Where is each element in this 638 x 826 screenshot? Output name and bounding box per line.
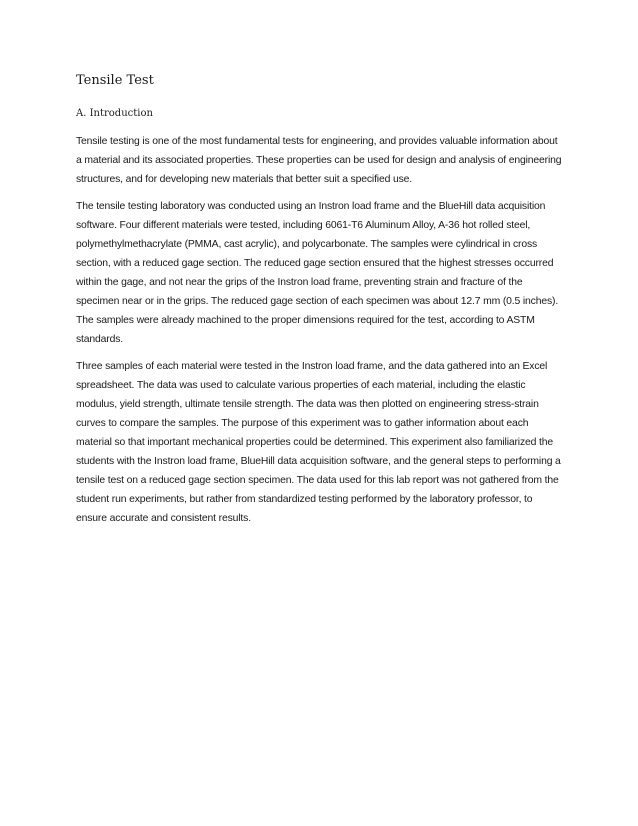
paragraph-2: The tensile testing laboratory was conducted using an Instron load frame and the BlueHill data acquisition software. Four different materials were tested, including 6061-T6 Aluminum Alloy, A-36 hot rolled steel, polymethylmethacrylate (PMMA, cast acrylic), and polycarbonate. The samples were cylindrical in cross section, with a reduced gage section. The reduced gage section ensured that the highest stresses occurred within the gage, and not near the grips of the Instron load frame, preventing strain and fracture of the specimen near or in the grips. The reduced gage section of each specimen was about 12.7 mm (0.5 inches). The samples were already machined to the proper dimensions required for the test, according to ASTM standards. bbox=[76, 201, 559, 345]
section-heading-introduction: A. Introduction bbox=[76, 108, 153, 119]
paragraph-1: Tensile testing is one of the most fundamental tests for engineering, and provides valuable information about a material and its associated properties. These properties can be used for design and analysis of engineering structures, and for developing new materials that better suit a specified use. bbox=[76, 136, 562, 185]
paragraph-3: Three samples of each material were tested in the Instron load frame, and the data gathered into an Excel spreadsheet. The data was used to calculate various properties of each material, including the elastic modulus, yield strength, ultimate tensile strength. The data was then plotted on engineering stress-strain curves to compare the samples. The purpose of this experiment was to gather information about each material so that important mechanical properties could be determined. This experiment also familiarized the students with the Instron load frame, BlueHill data acquisition software, and the general steps to performing a tensile test on a reduced gage section specimen. The data used for this lab report was not gathered from the student run experiments, but rather from standardized testing performed by the laboratory professor, to ensure accurate and consistent results. bbox=[76, 361, 561, 524]
document-body bbox=[76, 72, 562, 536]
document-title: Tensile Test bbox=[76, 73, 154, 88]
